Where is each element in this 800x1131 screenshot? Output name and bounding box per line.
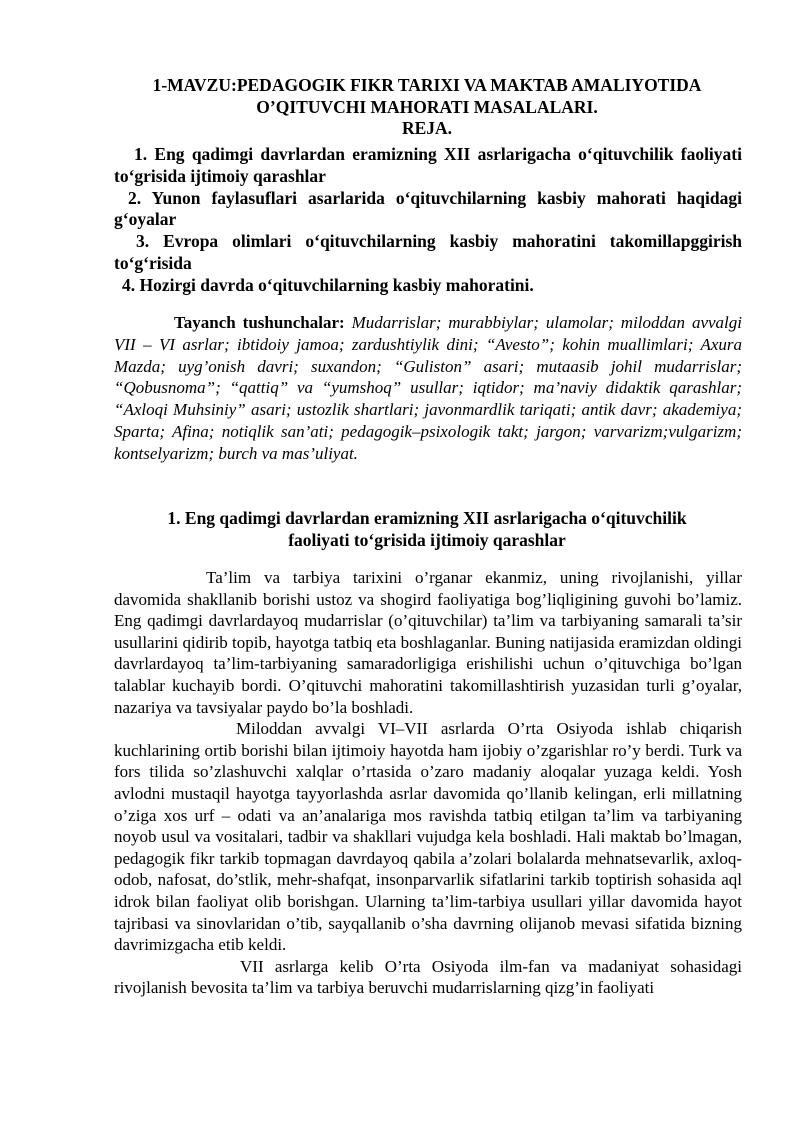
key-concepts [114,312,742,465]
key-concepts-label: Tayanch tushunchalar: [174,313,345,332]
plan-item-3: 3. Evropa olimlari o‘qituvchilarning kasbiy mahoratini takomillapggirish to‘g‘risida [114,231,742,273]
plan-item-4: 4. Hozirgi davrda o‘qituvchilarning kasbiy mahoratini. [122,274,534,295]
paragraph-3: VII asrlarga kelib O’rta Osiyoda ilm-fan va madaniyat sohasidagi rivojlanish bevosita ta’lim va tarbiya beruvchi mudarrislarning qizg’in faoliyati [114,956,742,998]
section-heading-line-1: 1. Eng qadimgi davrlardan eramizning XII asrlarigacha o‘qituvchilik [167,508,687,528]
title-line-2: O’QITUVCHI MAHORATI MASALALARI. [256,96,598,117]
document-title [112,75,742,140]
plan-item-1: 1. Eng qadimgi davrlardan eramizning XII asrlarigacha o‘qituvchilik faoliyati to‘grisida ijtimoiy qarashlar [114,144,742,186]
plan-heading: REJA. [401,118,453,138]
plan-item-2: 2. Yunon faylasuflari asarlarida o‘qituvchilarning kasbiy mahorati haqidagi g‘oyalar [114,187,742,230]
section-heading [112,508,742,551]
plan-list [114,144,742,297]
title-line-1: 1-MAVZU:PEDAGOGIK FIKR TARIXI VA MAKTAB AMALIYOTIDA [152,75,702,95]
section-heading-line-2: faoliyati to‘grisida ijtimoiy qarashlar [288,529,566,550]
body-text [114,567,742,999]
paragraph-2: Miloddan avvalgi VI–VII asrlarda O’rta Osiyoda ishlab chiqarish kuchlarining ortib borishi bilan ijtimoiy hayotda ham ijobiy o’zgarishlar ro’y berdi. Turk va fors tilida so’zlashuvchi xalqlar o’rtasida o’zaro madaniy aloqalar yuzaga keldi. Yosh avlodni mustaqil hayotga tayyorlashda asrlar davomida qo’llanib kelingan, erli millatning o’ziga xos urf – odati va an’analariga mos ravishda tatbiq etilgan ta’lim va tarbiyaning noyob usul va vositalari, tadbir va shakllari vujudga kela boshladi. Hali maktab bo’lmagan, pedagogik fikr tarkib topmagan davrdayoq qabila a’zolari bolalarda mehnatsevarlik, axloq-odob, nafosat, do’stlik, mehr-shafqat, insonparvarlik sifatlarini tarkib toptirish sohasida aql idrok bilan faoliyat olib borishgan. Ularning ta’lim-tarbiya usullari yillar davomida hayot tajribasi va sinovlaridan o’tib, sayqallanib o’sha davrning olijanob mevasi sifatida bizning davrimizgacha etib keldi. [114,719,742,955]
key-concepts-text: Mudarrislar; murabbiylar; ulamolar; miloddan avvalgi VII – VI asrlar; ibtidoiy jamoa; zardushtiylik dini; “Avesto”; kohin muallimlari; Axura Mazda; uyg’onish davri; suxandon; “Guliston” asari; mutaasib johil mudarrislar; “Qobusnoma”; “qattiq” va “yumshoq” usullar; iqtidor; ma’naviy didaktik qarashlar; “Axloqi Muhsiniy” asari; ustozlik shartlari; javonmardlik tariqati; antik davr; akademiya; Sparta; Afina; notiqlik san’ati; pedagogik–psixologik takt; jargon; varvarizm;vulgarizm; kontselyarizm; burch va mas’uliyat. [114,313,742,463]
paragraph-1: Ta’lim va tarbiya tarixini o’rganar ekanmiz, uning rivojlanishi, yillar davomida shakllanib borishi ustoz va shogird faoliyatiga bog’liqligining guvohi bo’lamiz. Eng qadimgi davrlardayoq mudarrislar (o’qituvchilar) ta’lim va tarbiyaning samarali ta’sir usullarini qidirib topib, hayotga tatbiq eta boshlaganlar. Buning natijasida eramizdan oldingi davrlardayoq ta’lim-tarbiyaning samaradorligiga erishilishi uchun o’qituvchiga bo’lgan talablar kuchayib bordi. O’qituvchi mahoratini takomillashtirish yuzasidan turli g’oyalar, nazariya va tavsiyalar paydo bo’la boshladi. [114,568,742,717]
